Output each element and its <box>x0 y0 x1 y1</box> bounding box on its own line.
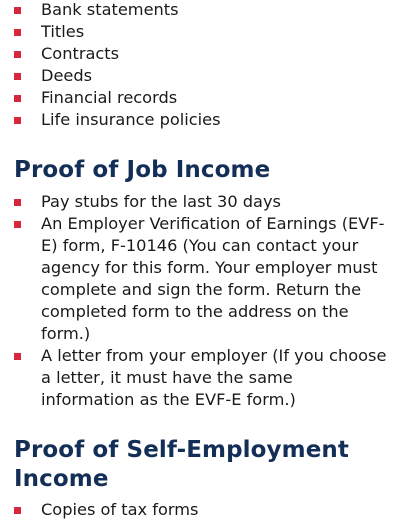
list-item <box>14 87 390 109</box>
list-item <box>14 21 390 43</box>
square-bullet-icon <box>14 7 21 14</box>
list-item <box>14 65 390 87</box>
square-bullet-icon <box>14 51 21 58</box>
list-item <box>14 213 390 345</box>
square-bullet-icon <box>14 73 21 80</box>
list-item <box>14 499 390 521</box>
job-income-list <box>14 191 390 411</box>
square-bullet-icon <box>14 95 21 102</box>
square-bullet-icon <box>14 353 21 360</box>
list-item <box>14 0 390 21</box>
self-employment-list <box>14 499 390 521</box>
list-item-text: Contracts <box>41 44 120 63</box>
square-bullet-icon <box>14 29 21 36</box>
list-item-text: Bank statements <box>41 0 179 19</box>
list-item-text: Copies of tax forms <box>41 500 199 519</box>
square-bullet-icon <box>14 507 21 514</box>
section-heading-job-income: Proof of Job Income <box>14 157 271 183</box>
document-list <box>14 0 390 131</box>
section-heading-self-employment: Proof of Self-Employment Income <box>14 437 349 492</box>
list-item-text: An Employer Verification of Earnings (EVF-E) form, F-10146 (You can contact your agency for this form. Your employer must complete and sign the form. Return the completed form to the address on the form.) <box>41 214 385 343</box>
square-bullet-icon <box>14 221 21 228</box>
list-item-text: A letter from your employer (If you choose a letter, it must have the same information as the EVF-E form.) <box>41 346 387 409</box>
list-item <box>14 191 390 213</box>
list-item <box>14 43 390 65</box>
list-item-text: Pay stubs for the last 30 days <box>41 192 281 211</box>
list-item-text: Life insurance policies <box>41 110 221 129</box>
list-item-text: Financial records <box>41 88 178 107</box>
square-bullet-icon <box>14 117 21 124</box>
list-item-text: Deeds <box>41 66 93 85</box>
square-bullet-icon <box>14 199 21 206</box>
list-item <box>14 109 390 131</box>
list-item-text: Titles <box>41 22 85 41</box>
list-item <box>14 345 390 411</box>
